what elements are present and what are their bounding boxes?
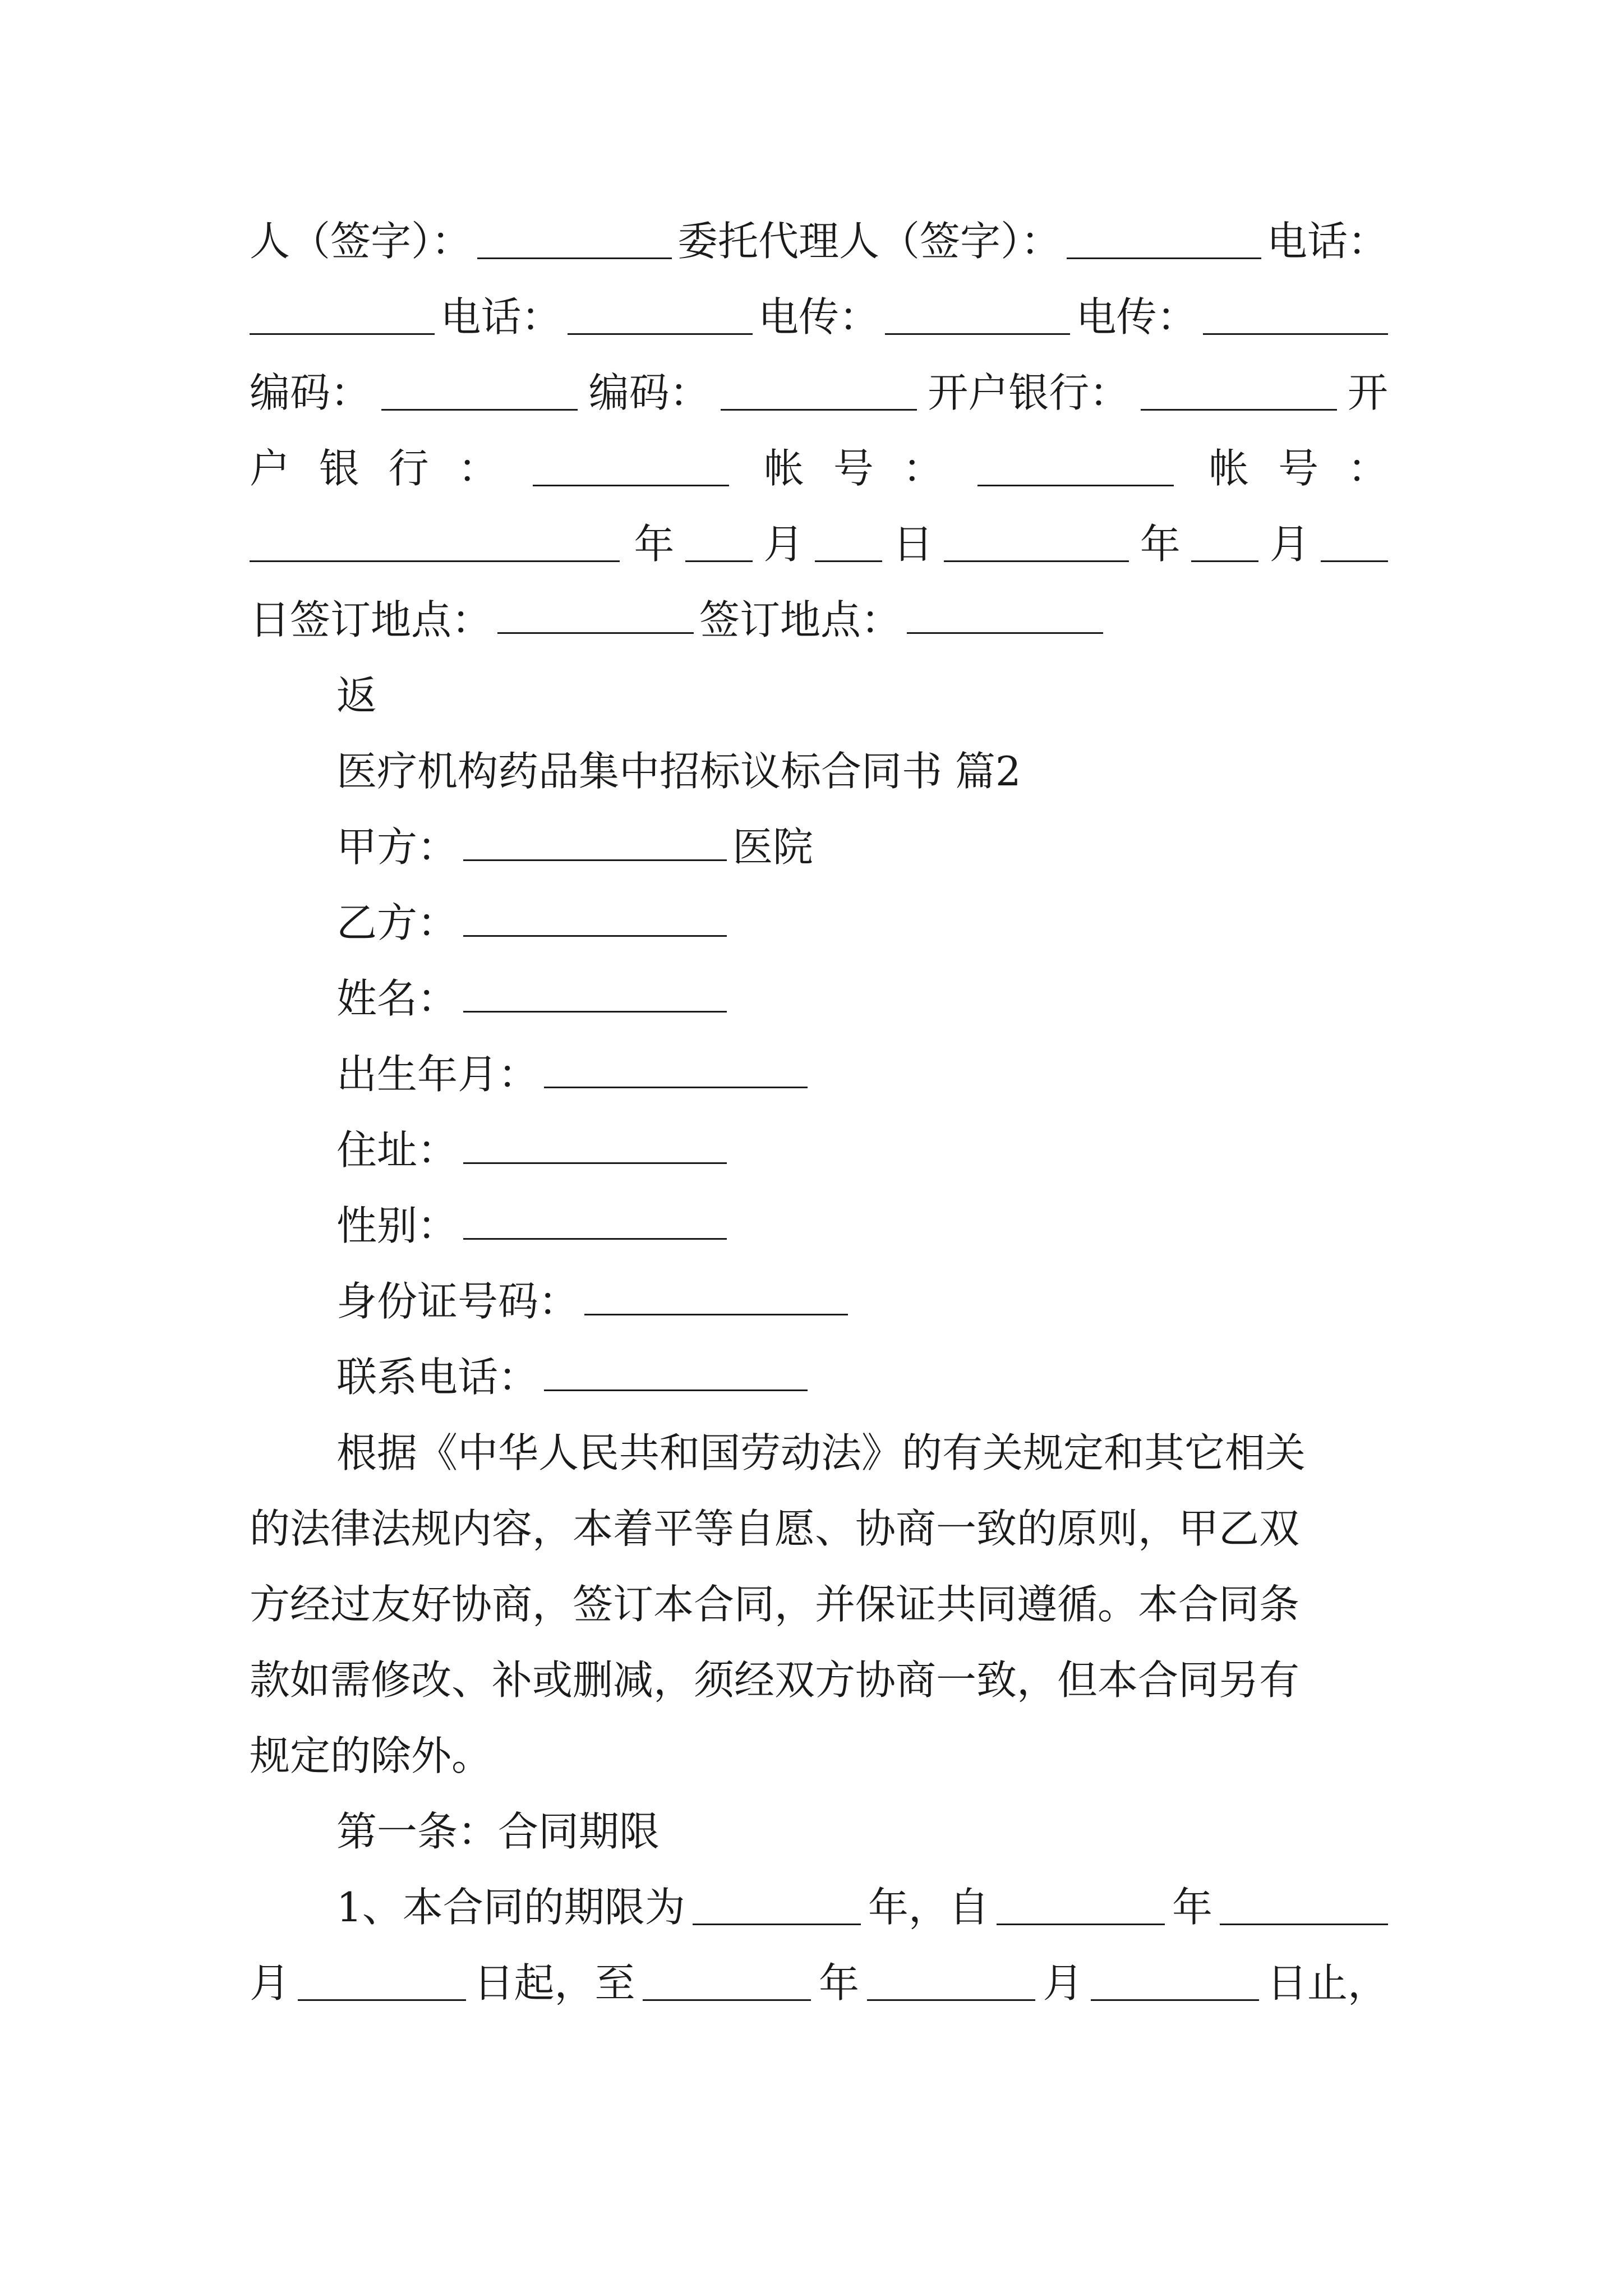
postcode-label: 编码： [250,369,371,416]
bank-blank [533,451,729,486]
article-1-clause-line-1 [336,1874,1388,1941]
address-label: 住址： [336,1126,458,1174]
party-a-field [336,813,1290,881]
id-field [336,1268,1290,1335]
bank-label-char: ： [458,445,499,492]
birth-label: 出生年月： [336,1051,539,1098]
end-year-blank [643,1966,811,2001]
address-blank [463,1129,727,1164]
name-blank [463,977,727,1013]
bank-label: 开户银行： [928,369,1130,416]
month-label: 月 [1043,1959,1083,2007]
agent-signature-blank [1067,224,1261,259]
phone-field [336,1343,1290,1411]
bank-label-char: 行 [388,445,429,492]
bank-label-char: 银 [319,445,359,492]
paragraph-line-4: 款如需修改、补或删减，须经双方协商一致，但本合同另有 [250,1657,1300,1704]
paragraph-line-1: 根据《中华人民共和国劳动法》的有关规定和其它相关 [336,1429,1306,1476]
day-blank [815,527,882,562]
month-label: 月 [1269,521,1310,568]
fax-label: 电传： [1076,293,1197,341]
account-label-char: ： [1347,445,1388,492]
day-blank [1321,527,1388,562]
month-blank [685,527,753,562]
party-a-label: 甲方： [336,823,458,871]
term-years-blank [693,1890,861,1925]
postcode-blank [721,375,917,411]
signature-line-5 [250,510,1388,578]
bank-blank [1141,375,1337,411]
postcode-blank [381,375,578,411]
signer-label: 人（签字）： [250,218,472,265]
article-1-title: 第一条：合同期限 [336,1808,660,1855]
clause-text: 年，自 [868,1884,989,1931]
phone-label: 电话： [1266,218,1388,265]
sign-place-label: 日签订地点： [250,596,492,643]
signature-line-3 [250,359,1388,426]
sign-place-label: 签订地点： [699,596,902,643]
gender-field [336,1192,1290,1259]
id-blank [584,1280,848,1315]
paragraph-line-2: 的法律法规内容，本着平等自愿、协商一致的原则，甲乙双 [250,1505,1300,1552]
year-label: 年 [818,1959,859,2007]
account-label-char: 帐 [1209,445,1249,492]
phone-blank [568,300,753,335]
account-blank [250,527,620,562]
sign-place-blank [497,599,694,634]
gender-blank [463,1204,727,1240]
signature-blank [477,224,672,259]
party-b-blank [463,901,727,937]
birth-blank [544,1053,808,1088]
phone-blank [250,300,435,335]
account-label-char: 号 [1278,445,1319,492]
party-b-label: 乙方： [336,899,458,946]
address-field [336,1116,1290,1184]
fax-label: 电传： [758,293,879,341]
signature-line-4 [250,435,1388,502]
account-blank [978,451,1174,486]
return-link[interactable]: 返 [336,672,377,719]
account-label-char: ： [902,445,943,492]
year-blank [944,527,1129,562]
month-label: 月 [250,1959,291,2007]
hospital-label: 医院 [732,823,814,871]
party-b-field [336,889,1290,956]
start-year-blank [997,1890,1165,1925]
agent-signer-label: 委托代理人（签字）： [677,218,1061,265]
postcode-label: 编码： [588,369,710,416]
account-label-char: 号 [833,445,874,492]
start-day-blank [298,1966,466,2001]
contact-phone-blank [544,1356,808,1391]
contact-phone-label: 联系电话： [336,1354,539,1401]
name-label: 姓名： [336,975,458,1022]
signature-line-6 [250,586,1388,654]
signature-line-2 [250,283,1388,351]
fax-blank [1203,300,1388,335]
birth-field [336,1041,1290,1108]
party-a-blank [463,826,727,861]
fax-blank [885,300,1070,335]
month-label: 月 [763,521,804,568]
start-month-blank [1220,1890,1388,1925]
article-1-clause-line-2 [250,1949,1388,2017]
signature-line-1 [250,208,1388,275]
gender-label: 性别： [336,1202,458,1249]
day-label: 日 [892,521,933,568]
year-label: 年 [1140,521,1181,568]
bank-label-char: 户 [250,445,291,492]
clause-text: 1、本合同的期限为 [336,1884,685,1931]
paragraph-line-3: 方经过友好协商，签订本合同，并保证共同遵循。本合同条 [250,1581,1300,1628]
bank-label-wrap: 开 [1347,369,1388,416]
year-label: 年 [634,521,675,568]
section-title: 医疗机构药品集中招标议标合同书 篇2 [336,748,1021,795]
end-day-blank [1091,1966,1259,2001]
year-label: 年 [1172,1884,1212,1931]
phone-label: 电话： [440,293,562,341]
clause-text: 日止， [1266,1959,1388,2007]
end-month-blank [867,1966,1035,2001]
sign-place-blank [907,599,1103,634]
month-blank [1191,527,1258,562]
clause-text: 日起，至 [473,1959,635,2007]
paragraph-line-5: 规定的除外。 [250,1732,492,1779]
account-label-char: 帐 [764,445,805,492]
name-field [336,965,1290,1032]
id-label: 身份证号码： [336,1278,579,1325]
